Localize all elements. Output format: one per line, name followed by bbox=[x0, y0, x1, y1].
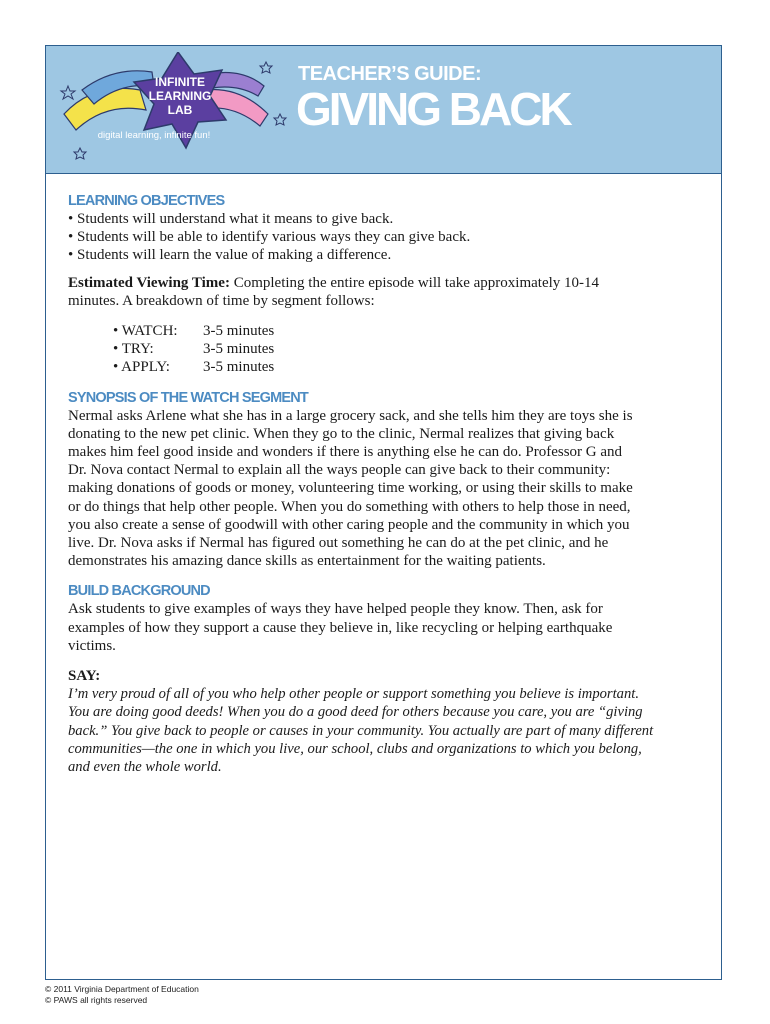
segment-name: • WATCH: bbox=[113, 323, 178, 340]
logo-line2: LEARNING bbox=[148, 89, 212, 103]
list-item: • Students will learn the value of making a difference. bbox=[68, 247, 392, 264]
build-background-heading: BUILD BACKGROUND bbox=[68, 583, 210, 600]
logo-tagline: digital learning, infinite fun! bbox=[97, 130, 211, 141]
background-line: examples of how they support a cause they believe in, like recycling or helping earthquake bbox=[68, 619, 613, 636]
say-line: I’m very proud of all of you who help other people or support something you believe is important. bbox=[68, 686, 639, 703]
synopsis-line: or do things that help other people. When you do something with others to help those in need, bbox=[68, 498, 631, 515]
viewing-time-text-2: minutes. A breakdown of time by segment follows: bbox=[68, 292, 375, 309]
table-row bbox=[113, 322, 274, 340]
segment-duration: 3-5 minutes bbox=[203, 341, 275, 358]
synopsis-line: Nermal asks Arlene what she has in a large grocery sack, and she tells him they are toys she is bbox=[68, 407, 633, 424]
page-title: GIVING BACK bbox=[296, 83, 570, 135]
objectives-list bbox=[68, 210, 708, 265]
logo-star-icon bbox=[260, 62, 272, 73]
segment-name: • APPLY: bbox=[113, 359, 170, 376]
learning-objectives-section bbox=[68, 192, 708, 265]
table-row bbox=[113, 340, 274, 358]
synopsis-line: makes him feel good inside and wonders if there is anything else he can do. Professor G and bbox=[68, 444, 623, 461]
logo-star-icon bbox=[74, 148, 86, 159]
segment-duration: 3-5 minutes bbox=[203, 323, 275, 340]
segment-time-table bbox=[113, 322, 274, 377]
say-section bbox=[68, 667, 708, 776]
guide-content bbox=[68, 192, 708, 776]
header-banner bbox=[46, 46, 721, 174]
synopsis-line: you also create a sense of goodwill with other caring people and the community in which you bbox=[68, 516, 630, 533]
background-line: victims. bbox=[68, 637, 116, 654]
list-item: • Students will be able to identify various ways they can give back. bbox=[68, 229, 471, 246]
say-line: back.” You give back to people or causes in your community. You actually are part of many different bbox=[68, 722, 654, 739]
logo-star-icon bbox=[274, 114, 286, 125]
synopsis-section bbox=[68, 389, 708, 571]
logo-star-icon bbox=[61, 86, 75, 99]
viewing-time-section bbox=[68, 274, 708, 377]
synopsis-line: live. Dr. Nova asks if Nermal has figured out something he can do at the pet clinic, and he bbox=[68, 535, 609, 552]
infinite-learning-lab-logo bbox=[54, 52, 294, 164]
learning-objectives-heading: LEARNING OBJECTIVES bbox=[68, 193, 225, 209]
synopsis-line: demonstrates his amazing dance skills as entertainment for the waiting patients. bbox=[68, 553, 546, 570]
segment-duration: 3-5 minutes bbox=[203, 359, 275, 376]
synopsis-line: Dr. Nova contact Nermal to explain all the ways people can give back to their community: bbox=[68, 462, 611, 479]
guide-kicker: TEACHER’S GUIDE: bbox=[298, 63, 482, 85]
logo-line3: LAB bbox=[167, 103, 193, 117]
copyright-line: © PAWS all rights reserved bbox=[45, 995, 148, 1005]
say-line: communities—the one in which you live, our school, clubs and organizations to which you belong, bbox=[68, 740, 642, 757]
copyright-footer bbox=[45, 984, 199, 1006]
logo-line1: INFINITE bbox=[155, 75, 205, 89]
say-line: and even the whole world. bbox=[68, 759, 222, 776]
say-label: SAY: bbox=[68, 668, 101, 685]
copyright-line: © 2011 Virginia Department of Education bbox=[45, 984, 199, 994]
list-item: • Students will understand what it means to give back. bbox=[68, 211, 394, 227]
synopsis-line: donating to the new pet clinic. When they go to the clinic, Nermal realizes that giving back bbox=[68, 425, 615, 442]
say-line: You are doing good deeds! When you do a good deed for others because you care, you are “giving bbox=[68, 704, 643, 721]
segment-name: • TRY: bbox=[113, 341, 154, 358]
viewing-time-label: Estimated Viewing Time: bbox=[68, 274, 230, 291]
table-row bbox=[113, 358, 274, 376]
background-line: Ask students to give examples of ways they have helped people they know. Then, ask for bbox=[68, 601, 603, 618]
synopsis-heading: SYNOPSIS OF THE WATCH SEGMENT bbox=[68, 389, 308, 406]
build-background-section bbox=[68, 582, 708, 655]
synopsis-line: making donations of goods or money, volunteering time working, or using their skills to make bbox=[68, 480, 633, 497]
viewing-time-text: Completing the entire episode will take approximately 10-14 bbox=[229, 274, 600, 291]
viewing-time-paragraph bbox=[68, 274, 708, 292]
